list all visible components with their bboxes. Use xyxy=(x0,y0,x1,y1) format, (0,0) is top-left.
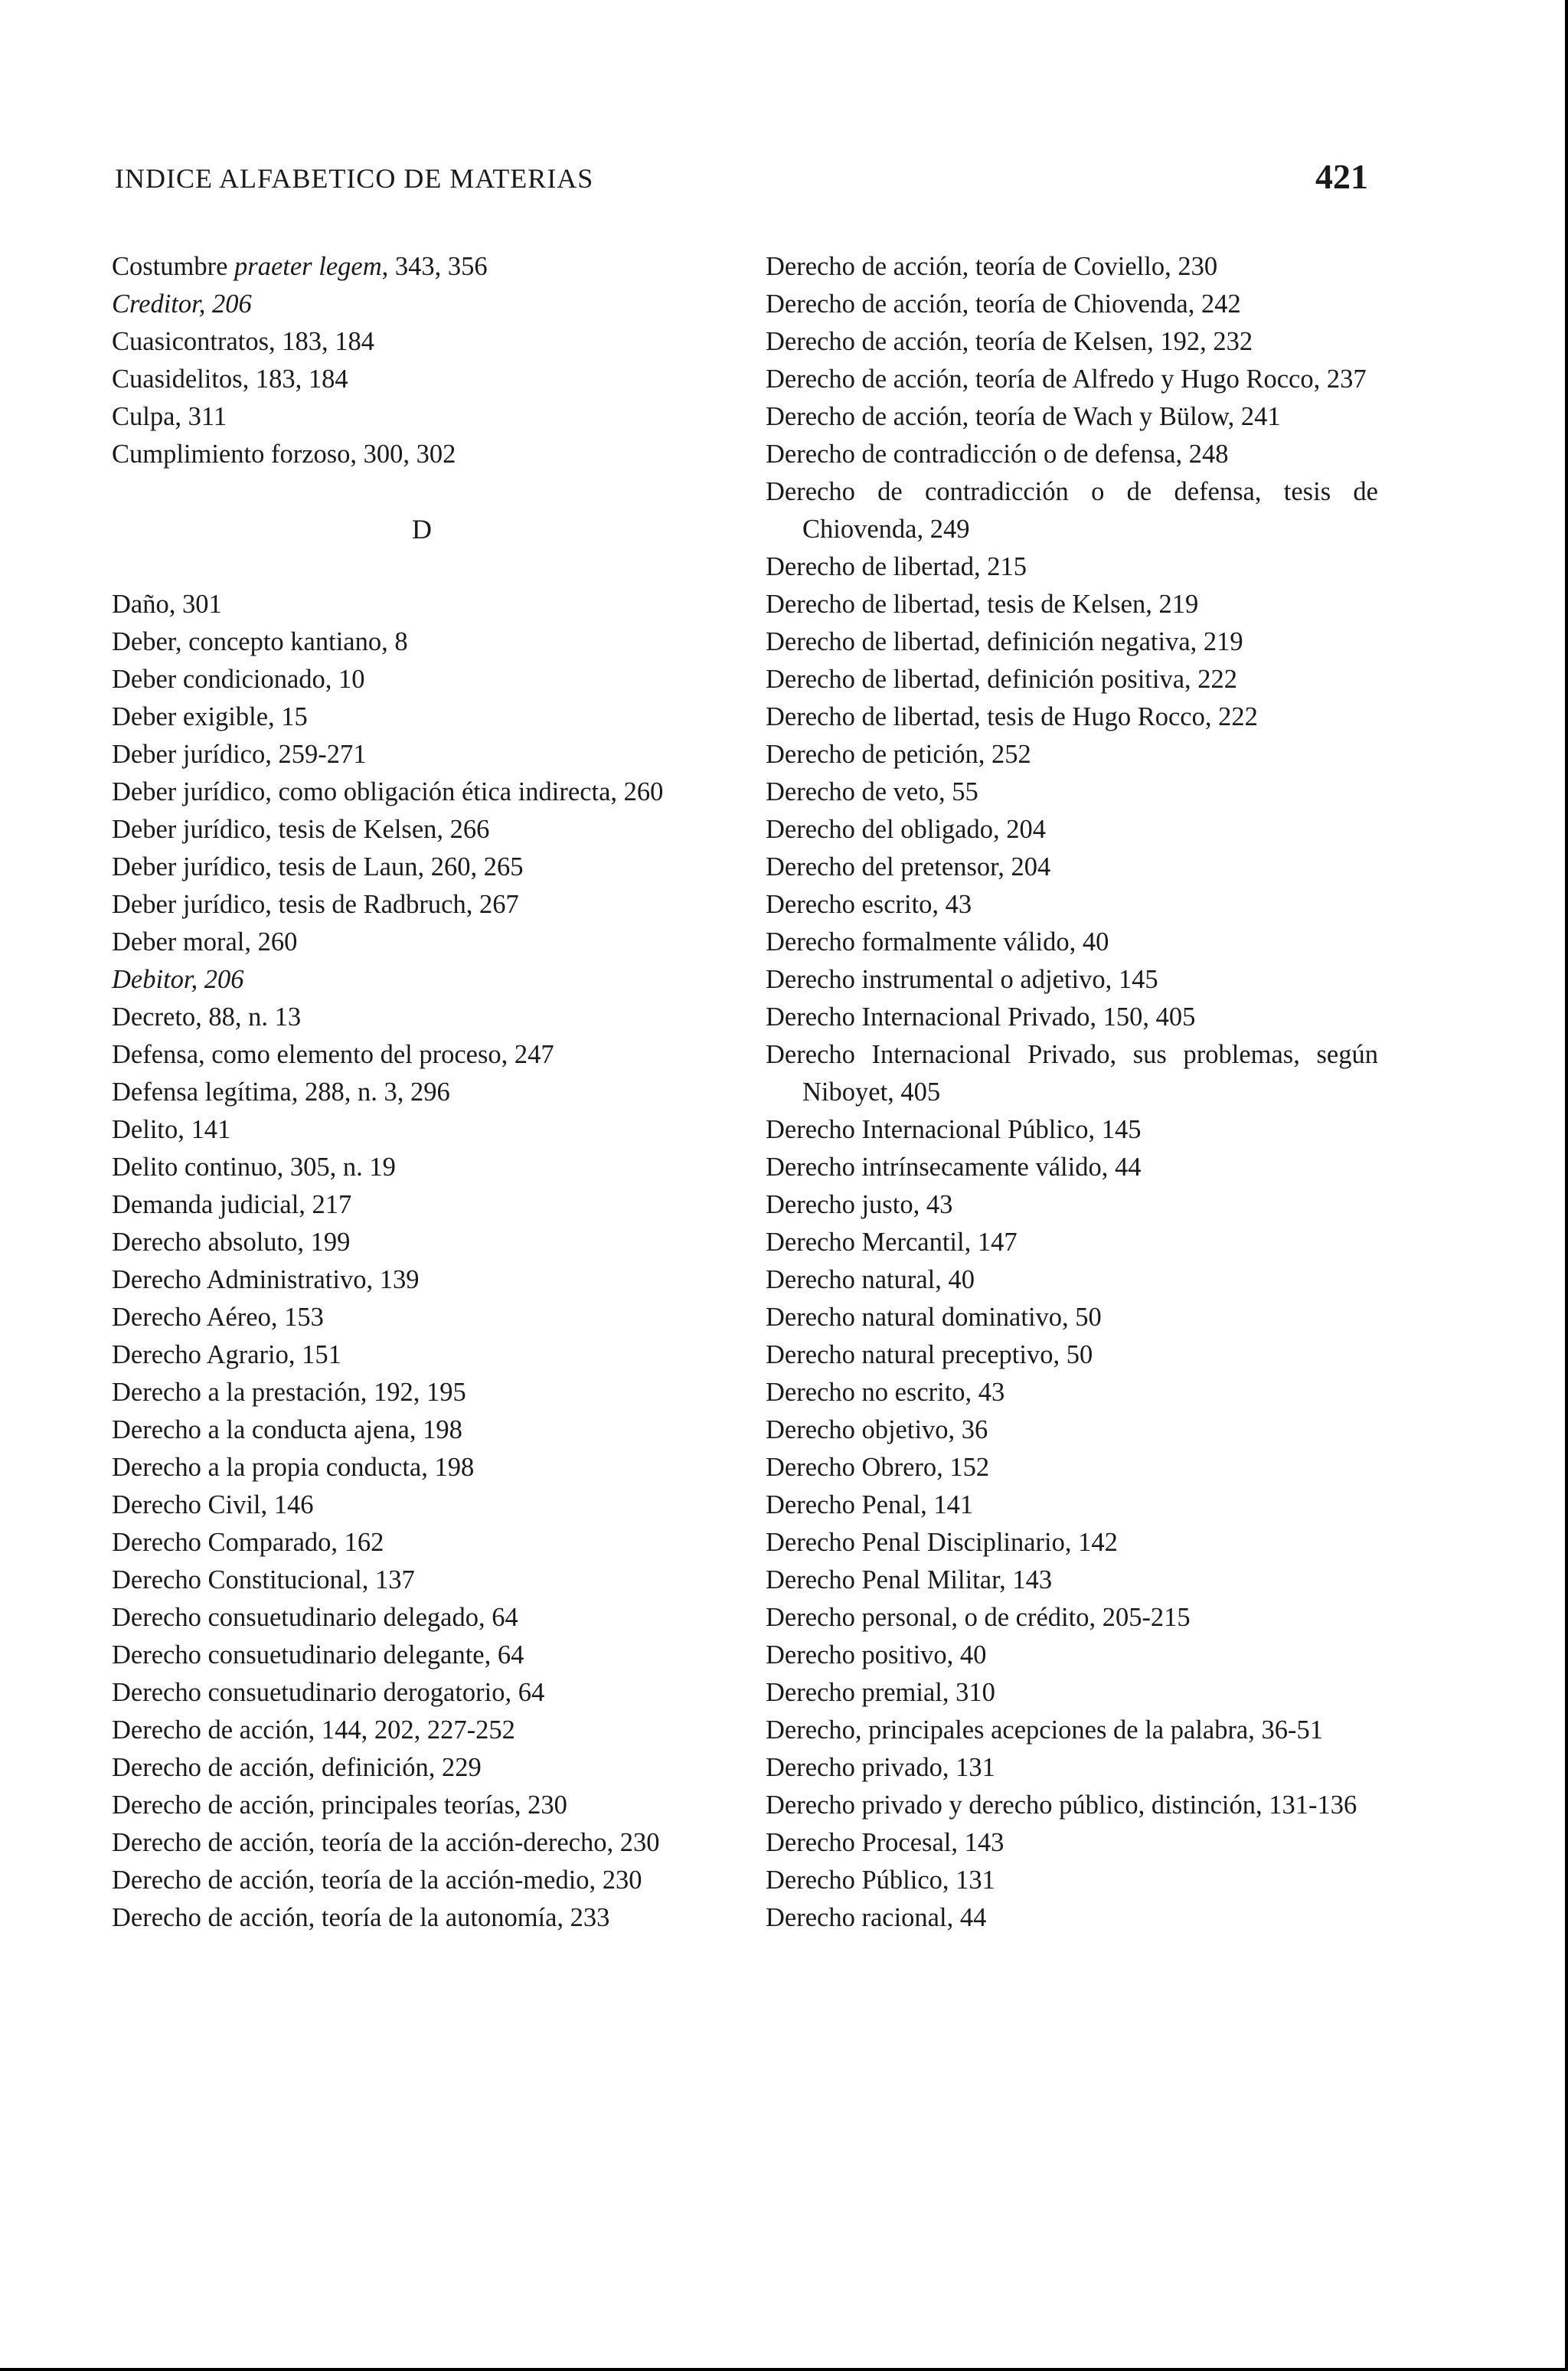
index-entry: Derecho positivo, 40 xyxy=(766,1640,987,1670)
index-entry: Delito, 141 xyxy=(112,1115,231,1144)
index-entry: Derecho a la prestación, 192, 195 xyxy=(112,1378,466,1407)
index-entry: Cumplimiento forzoso, 300, 302 xyxy=(112,440,456,469)
index-entry: Derecho privado y derecho público, distinción, 131-136 xyxy=(766,1791,1357,1820)
index-entry: Derecho personal, o de crédito, 205-215 xyxy=(766,1603,1191,1632)
index-entry: Derecho instrumental o adjetivo, 145 xyxy=(766,965,1158,994)
index-entry: Deber jurídico, tesis de Radbruch, 267 xyxy=(112,890,519,919)
index-entry: Deber exigible, 15 xyxy=(112,702,308,731)
index-entry: Derecho de acción, teoría de la acción-medio, 230 xyxy=(112,1866,642,1895)
index-entry: Derecho Penal Militar, 143 xyxy=(766,1565,1053,1594)
index-entry: Derecho absoluto, 199 xyxy=(112,1228,351,1257)
index-entry: Derecho Aéreo, 153 xyxy=(112,1303,324,1332)
index-entry: Deber, concepto kantiano, 8 xyxy=(112,627,408,656)
index-entry: Costumbre praeter legem, 343, 356 xyxy=(112,252,488,281)
right-index-column xyxy=(766,248,1378,1937)
index-entry: Derecho Mercantil, 147 xyxy=(766,1228,1018,1257)
index-entry: Derecho de acción, definición, 229 xyxy=(112,1753,482,1782)
index-entry: Derecho Penal, 141 xyxy=(766,1490,974,1519)
index-entry: Derecho del obligado, 204 xyxy=(766,815,1046,844)
index-entry: Derecho de acción, principales teorías, 230 xyxy=(112,1791,567,1820)
index-entry: Deber moral, 260 xyxy=(112,927,298,957)
index-entry: Derecho consuetudinario delegado, 64 xyxy=(112,1603,518,1632)
index-entry: Derecho de acción, 144, 202, 227-252 xyxy=(112,1715,515,1745)
index-entry: Derecho Constitucional, 137 xyxy=(112,1565,415,1594)
index-entry: Derecho privado, 131 xyxy=(766,1753,995,1782)
index-entry: Derecho Agrario, 151 xyxy=(112,1340,341,1369)
index-entry: Derecho de acción, teoría de la acción-derecho, 230 xyxy=(112,1828,660,1857)
index-entry: Derecho consuetudinario derogatorio, 64 xyxy=(112,1678,545,1707)
index-entry: Derecho Penal Disciplinario, 142 xyxy=(766,1528,1118,1557)
index-entry: Derecho de libertad, definición negativa, 219 xyxy=(766,627,1243,656)
left-entries-after xyxy=(112,586,732,1937)
index-entry: Demanda judicial, 217 xyxy=(112,1190,352,1219)
index-entry: Derecho de libertad, 215 xyxy=(766,552,1027,581)
index-entry: Derecho de contradicción o de defensa, tesis de Chiovenda, 249 xyxy=(766,477,1378,544)
index-entry: Decreto, 88, n. 13 xyxy=(112,1002,302,1032)
left-entries-before xyxy=(112,248,732,473)
index-entry: Derecho escrito, 43 xyxy=(766,890,972,919)
index-entry: Derecho natural, 40 xyxy=(766,1265,975,1294)
index-entry: Derecho justo, 43 xyxy=(766,1190,953,1219)
index-entry: Defensa, como elemento del proceso, 247 xyxy=(112,1040,554,1069)
right-entries xyxy=(766,248,1378,1937)
index-entry: Derecho no escrito, 43 xyxy=(766,1378,1005,1407)
section-letter: D xyxy=(412,514,432,545)
index-entry: Cuasidelitos, 183, 184 xyxy=(112,365,348,394)
index-entry: Deber jurídico, tesis de Kelsen, 266 xyxy=(112,815,490,844)
index-entry: Derecho de acción, teoría de Coviello, 230 xyxy=(766,252,1218,281)
index-entry: Debitor, 206 xyxy=(112,965,244,994)
index-entry: Deber jurídico, como obligación ética indirecta, 260 xyxy=(112,777,664,806)
left-index-column xyxy=(112,248,732,1937)
index-entry: Derecho natural dominativo, 50 xyxy=(766,1303,1102,1332)
index-entry: Deber jurídico, 259-271 xyxy=(112,740,367,769)
index-entry: Cuasicontratos, 183, 184 xyxy=(112,327,375,356)
index-entry: Derecho natural preceptivo, 50 xyxy=(766,1340,1093,1369)
index-entry: Derecho Comparado, 162 xyxy=(112,1528,384,1557)
index-entry: Derecho de acción, teoría de la autonomía, 233 xyxy=(112,1903,610,1932)
index-entry: Deber jurídico, tesis de Laun, 260, 265 xyxy=(112,852,524,881)
index-entry: Derecho del pretensor, 204 xyxy=(766,852,1051,881)
index-entry: Derecho Obrero, 152 xyxy=(766,1453,990,1482)
index-entry: Derecho, principales acepciones de la palabra, 36-51 xyxy=(766,1715,1323,1745)
index-entry: Derecho objetivo, 36 xyxy=(766,1415,988,1444)
index-entry: Creditor, 206 xyxy=(112,289,252,319)
index-entry: Derecho de acción, teoría de Alfredo y Hugo Rocco, 237 xyxy=(766,365,1367,394)
index-entry: Derecho Internacional Privado, sus problemas, según Niboyet, 405 xyxy=(766,1040,1378,1107)
index-entry: Derecho premial, 310 xyxy=(766,1678,995,1707)
index-entry: Derecho racional, 44 xyxy=(766,1903,987,1932)
index-entry: Derecho intrínsecamente válido, 44 xyxy=(766,1153,1142,1182)
index-entry: Derecho de acción, teoría de Wach y Bülow, 241 xyxy=(766,402,1281,431)
index-entry: Derecho de petición, 252 xyxy=(766,740,1031,769)
index-entry: Derecho de veto, 55 xyxy=(766,777,978,806)
index-entry: Derecho Internacional Privado, 150, 405 xyxy=(766,1002,1196,1032)
index-entry: Delito continuo, 305, n. 19 xyxy=(112,1153,396,1182)
index-entry: Derecho Administrativo, 139 xyxy=(112,1265,420,1294)
index-entry: Derecho de acción, teoría de Chiovenda, 242 xyxy=(766,289,1241,319)
index-entry: Daño, 301 xyxy=(112,590,222,619)
index-entry: Derecho consuetudinario delegante, 64 xyxy=(112,1640,524,1670)
index-entry: Derecho de libertad, tesis de Hugo Rocco, 222 xyxy=(766,702,1258,731)
index-entry: Defensa legítima, 288, n. 3, 296 xyxy=(112,1078,450,1107)
index-entry: Derecho Civil, 146 xyxy=(112,1490,314,1519)
index-entry: Culpa, 311 xyxy=(112,402,227,431)
index-entry: Derecho Internacional Público, 145 xyxy=(766,1115,1142,1144)
index-entry: Deber condicionado, 10 xyxy=(112,665,365,694)
index-entry: Derecho de libertad, definición positiva, 222 xyxy=(766,665,1238,694)
index-entry: Derecho de contradicción o de defensa, 248 xyxy=(766,440,1229,469)
index-entry: Derecho a la conducta ajena, 198 xyxy=(112,1415,462,1444)
index-entry: Derecho de acción, teoría de Kelsen, 192, 232 xyxy=(766,327,1253,356)
index-entry: Derecho Procesal, 143 xyxy=(766,1828,1004,1857)
index-entry: Derecho de libertad, tesis de Kelsen, 219 xyxy=(766,590,1199,619)
index-entry: Derecho a la propia conducta, 198 xyxy=(112,1453,475,1482)
page-number: 421 xyxy=(1315,157,1368,196)
running-header-title: INDICE ALFABETICO DE MATERIAS xyxy=(115,163,594,194)
index-entry: Derecho Público, 131 xyxy=(766,1866,995,1895)
index-entry: Derecho formalmente válido, 40 xyxy=(766,927,1109,957)
